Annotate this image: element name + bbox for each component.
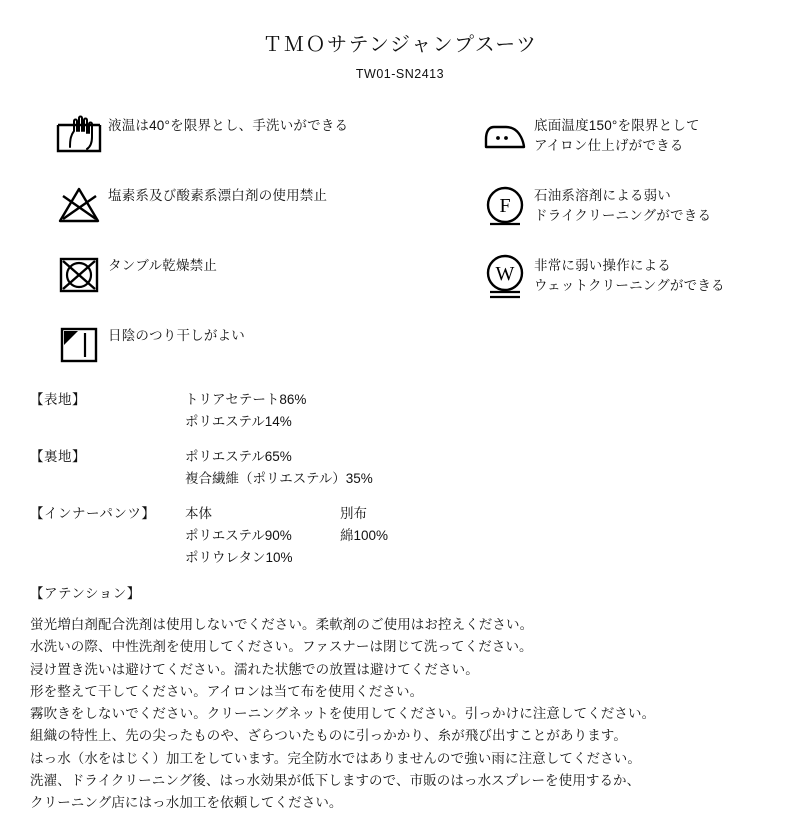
material-values bbox=[185, 389, 306, 432]
svg-text:W: W bbox=[495, 263, 515, 285]
material-value: 複合繊維（ポリエステル）35% bbox=[185, 470, 373, 486]
care-text-line1: 日陰のつり干しがよい bbox=[108, 328, 245, 343]
material-label: 【インナーパンツ】 bbox=[30, 506, 156, 522]
material-value: 別布 bbox=[340, 506, 367, 522]
material-value: 本体 bbox=[185, 506, 212, 522]
material-value: ポリウレタン10% bbox=[185, 549, 293, 565]
attention-line: 洗濯、ドライクリーニング後、はっ水効果が低下しますので、市販のはっ水スプレーを使用するか、 bbox=[30, 773, 641, 789]
care-text-line1: タンブル乾燥禁止 bbox=[108, 258, 218, 273]
material-value: ポリエステル65% bbox=[185, 449, 292, 465]
material-label: 【表地】 bbox=[30, 392, 86, 407]
attention-line: 形を整えて干してください。アイロンは当て布を使用ください。 bbox=[30, 683, 424, 699]
care-symbol-text-3 bbox=[108, 247, 478, 276]
svg-text:F: F bbox=[499, 195, 511, 217]
attention-section bbox=[0, 582, 800, 814]
material-value: ポリエステル90% bbox=[185, 527, 292, 543]
care-text-line2: ドライクリーニングができる bbox=[534, 207, 712, 223]
attention-line: 蛍光増白剤配合洗剤は使用しないでください。柔軟剤のご使用はお控えください。 bbox=[30, 617, 534, 633]
material-values bbox=[185, 446, 373, 489]
attention-line: 浸け置き洗いは避けてください。濡れた状態での放置は避けてください。 bbox=[30, 661, 479, 677]
wet-clean-w-very-mild-icon bbox=[478, 247, 534, 301]
attention-line: はっ水（水をはじく）加工をしています。完全防水ではありませんので強い雨に注意してください。 bbox=[30, 750, 641, 766]
care-symbol-text-2 bbox=[108, 177, 478, 206]
attention-line: 組織の特性上、先の尖ったものや、ざらついたものに引っかかり、糸が飛び出すことがあります。 bbox=[30, 728, 627, 744]
material-label: 【裏地】 bbox=[30, 449, 86, 465]
page-title: ＴＭＯサテンジャンプスーツ bbox=[262, 34, 538, 56]
attention-line: 水洗いの際、中性洗剤を使用してください。ファスナーは閉じて洗ってください。 bbox=[30, 639, 533, 655]
dry-clean-f-mild-icon bbox=[478, 177, 534, 231]
hand-wash-40-icon bbox=[52, 107, 108, 161]
attention-lines bbox=[30, 614, 800, 814]
iron-150-icon bbox=[478, 107, 534, 161]
care-text-line1: 石油系溶剤による弱い bbox=[534, 188, 671, 203]
care-symbol-text-5 bbox=[534, 107, 800, 155]
care-symbol-text-7 bbox=[534, 247, 800, 295]
material-row-outer bbox=[30, 389, 800, 432]
line-dry-in-shade-icon bbox=[52, 317, 108, 371]
material-value: ポリエステル14% bbox=[185, 413, 292, 429]
care-text-line2: アイロン仕上げができる bbox=[534, 137, 684, 153]
attention-line: 霧吹きをしないでください。クリーニングネットを使用してください。引っかけに注意してください。 bbox=[30, 706, 656, 722]
care-text-line1: 塩素系及び酸素系漂白剤の使用禁止 bbox=[108, 188, 328, 203]
care-text-line1: 非常に弱い操作による bbox=[534, 258, 671, 273]
title-block bbox=[0, 0, 800, 81]
product-code: TW01-SN2413 bbox=[355, 67, 445, 81]
inner-pants-columns bbox=[185, 503, 388, 568]
attention-title: 【アテンション】 bbox=[30, 586, 141, 602]
inner-pants-other-column bbox=[340, 503, 388, 568]
care-text-line2: ウェットクリーニングができる bbox=[534, 277, 725, 293]
care-text-line1: 液温は40°を限界とし、手洗いができる bbox=[108, 118, 349, 133]
attention-line: クリーニング店にはっ水加工を依頼してください。 bbox=[30, 795, 343, 811]
material-row-inner-pants bbox=[30, 503, 800, 568]
care-symbol-text-1 bbox=[108, 107, 478, 136]
care-text-line1: 底面温度150°を限界として bbox=[534, 118, 700, 133]
inner-pants-main-column bbox=[185, 503, 340, 568]
material-row-lining bbox=[30, 446, 800, 489]
care-symbol-text-6 bbox=[534, 177, 800, 225]
care-symbol-text-4 bbox=[108, 317, 478, 346]
care-symbol-grid bbox=[0, 107, 800, 371]
material-value: 綿100% bbox=[340, 527, 389, 543]
do-not-tumble-dry-icon bbox=[52, 247, 108, 301]
do-not-bleach-icon bbox=[52, 177, 108, 231]
material-value: トリアセテート86% bbox=[185, 392, 307, 407]
materials-section bbox=[0, 389, 800, 568]
